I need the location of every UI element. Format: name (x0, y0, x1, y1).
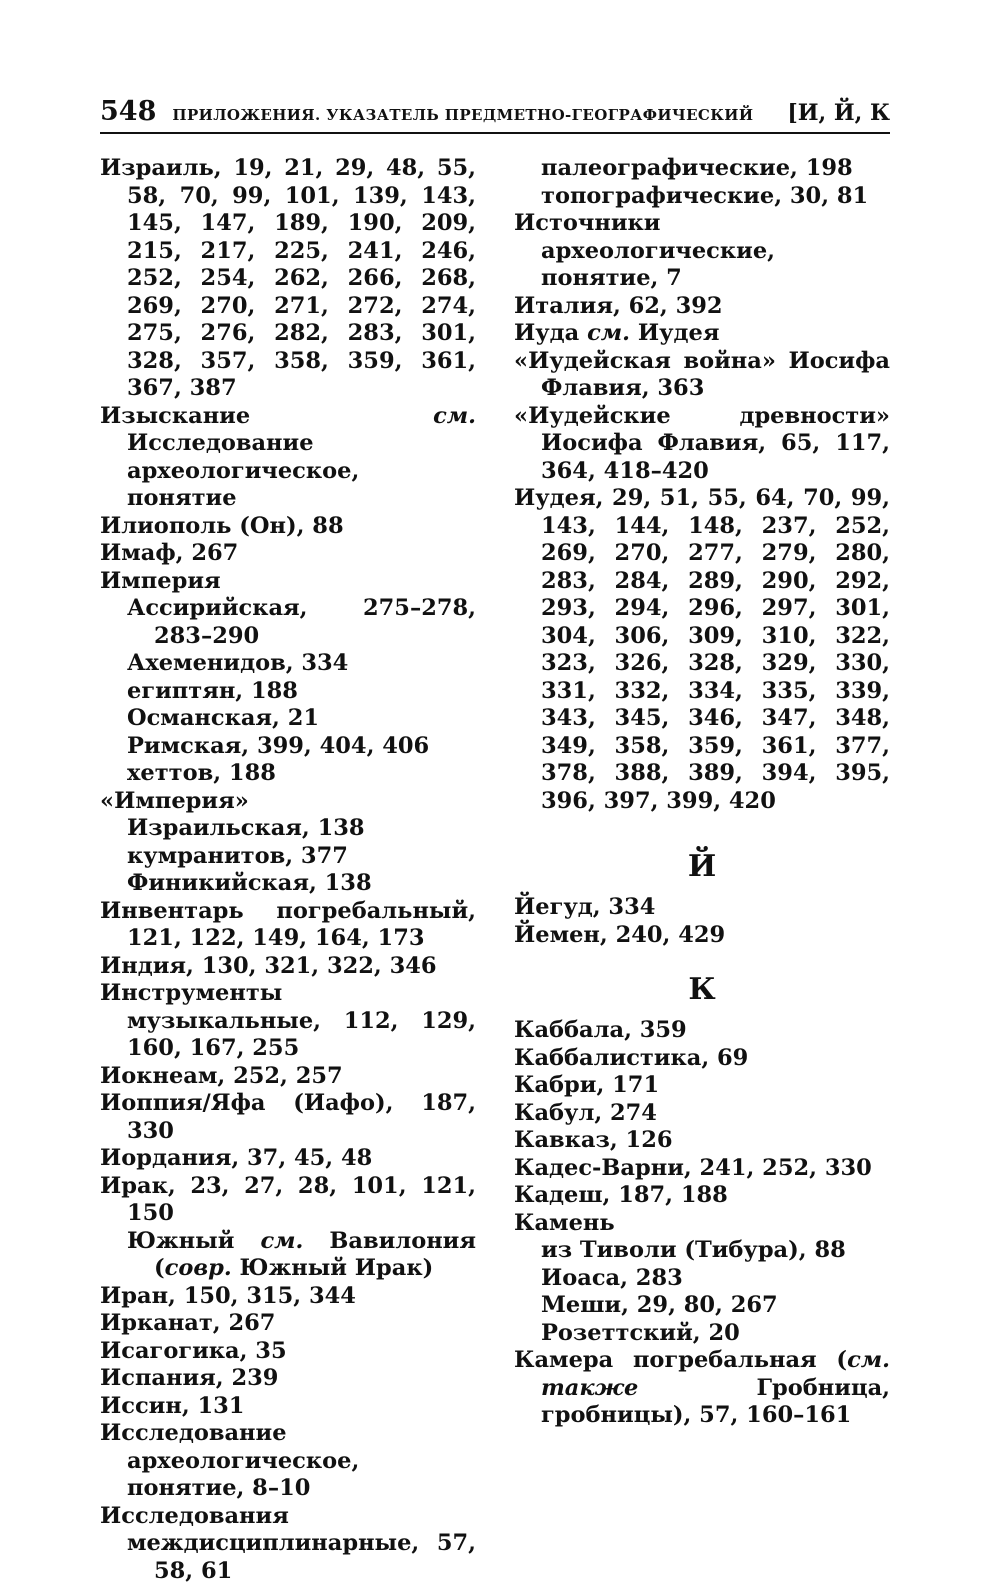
index-entry: «Империя» (100, 787, 249, 814)
index-entry: Кадес-Варни, 241, 252, 330 (514, 1154, 872, 1181)
index-entry: Ирканат, 267 (100, 1310, 276, 1336)
running-title: ПРИЛОЖЕНИЯ. УКАЗАТЕЛЬ ПРЕДМЕТНО-ГЕОГРАФИЧЕСКИЙ (172, 106, 754, 124)
index-entry: Исследования (100, 1502, 289, 1529)
letter-range: [И, Й, К (787, 100, 890, 126)
index-entry: Индия, 130, 321, 322, 346 (100, 952, 437, 979)
index-entry: Камень (514, 1209, 615, 1236)
index-entry: Израиль, 19, 21, 29, 48, 55, 58, 70, 99, 101, 139, 143, 145, 147, 189, 190, 209, 215, 217, 225, 241, 246, 252, 254, 262, 266, 268, 269, 270, 271, 272, 274, 275, 276, 282, 283, 301, 328, 357, 358, 359, 361, 367, 387 (100, 155, 476, 401)
index-entry: Иокнеам, 252, 257 (100, 1062, 343, 1089)
index-entry: Каббалистика, 69 (514, 1044, 749, 1071)
index-subentry: Меши, 29, 80, 267 (541, 1292, 778, 1318)
index-entry: Кавказ, 126 (514, 1127, 673, 1153)
index-entry: Инструменты музыкальные, 112, 129, 160, 167, 255 (100, 980, 476, 1061)
index-subentry: Иоаса, 283 (541, 1264, 683, 1291)
index-entry: Империя (100, 567, 221, 594)
index-subentry: Римская, 399, 404, 406 (127, 732, 430, 759)
index-entry: Каббала, 359 (514, 1017, 687, 1043)
index-entry: Источники археологические, понятие, 7 (514, 210, 775, 291)
index-entry: Илиополь (Он), 88 (100, 512, 344, 539)
section-letter-y: Й (687, 849, 717, 884)
index-subentry: Израильская, 138 (127, 815, 365, 841)
index-entry: Иран, 150, 315, 344 (100, 1282, 356, 1309)
index-subentry: Финикийская, 138 (127, 870, 372, 896)
section-letter-k: К (688, 972, 716, 1007)
index-entry: Йегуд, 334 (514, 894, 656, 920)
index-entry: Кабул, 274 (514, 1099, 657, 1126)
index-entry: Ирак, 23, 27, 28, 101, 121, 150 (100, 1172, 476, 1226)
index-entry: Иссин, 131 (100, 1392, 245, 1419)
index-subentry: египтян, 188 (127, 677, 298, 704)
index-column-left (100, 155, 476, 1585)
index-entry: Кадеш, 187, 188 (514, 1182, 728, 1208)
index-entry: Исагогика, 35 (100, 1337, 287, 1364)
page-number: 548 (100, 96, 157, 127)
index-entry: «Иудейские древности» Иосифа Флавия, 65, 117, 364, 418–420 (514, 402, 890, 484)
index-entry: Инвентарь погребальный, 121, 122, 149, 164, 173 (100, 897, 476, 951)
index-entry: Иудея, 29, 51, 55, 64, 70, 99, 143, 144, 148, 237, 252, 269, 270, 277, 279, 280, 283, 284, 289, 290, 292, 293, 294, 296, 297, 301, 304, 306, 309, 310, 322, 323, 326, 328, 329, 330, 331, 332, 334, 335, 339, 343, 345, 346, 347, 348, 349, 358, 359, 361, 377, 378, 388, 389, 394, 395, 396, 397, 399, 420 (514, 485, 890, 814)
index-subentry: Ассирийская, 275–278, 283–290 (127, 595, 476, 649)
running-header (100, 96, 890, 134)
index-entry: Иордания, 37, 45, 48 (100, 1145, 373, 1171)
index-subentry: хеттов, 188 (127, 760, 276, 786)
index-entry: Имаф, 267 (100, 540, 239, 566)
index-entry: Камера погребальная (см. также Гробница, гробницы), 57, 160–161 (514, 1347, 890, 1428)
index-subentry: топографические, 30, 81 (541, 182, 869, 209)
index-entry: Иуда см. Иудея (514, 320, 720, 346)
index-subentry: Османская, 21 (127, 705, 320, 731)
index-subentry: из Тиволи (Тибура), 88 (541, 1237, 846, 1263)
index-column-right (514, 155, 890, 1430)
index-subentry: междисциплинарные, 57, 58, 61 (127, 1530, 476, 1584)
index-entry: Кабри, 171 (514, 1072, 660, 1098)
index-subentry: Ахеменидов, 334 (127, 650, 349, 676)
index-entry: «Иудейская война» Иосифа Флавия, 363 (514, 347, 890, 401)
index-subentry: Розеттский, 20 (541, 1319, 740, 1346)
index-subentry: кумранитов, 377 (127, 842, 348, 869)
index-subentry: палеографические, 198 (541, 155, 853, 181)
index-entry: Йемен, 240, 429 (514, 921, 726, 948)
index-entry: Иоппия/Яфа (Иафо), 187, 330 (100, 1090, 476, 1144)
index-entry: Исследование археологическое, понятие, 8–10 (100, 1420, 360, 1501)
index-entry: Изыскание см. Исследование археологическое, понятие (100, 402, 476, 511)
index-entry: Италия, 62, 392 (514, 292, 723, 319)
index-entry: Испания, 239 (100, 1365, 279, 1391)
index-subentry: Южный см. Вавилония (совр. Южный Ирак) (127, 1227, 476, 1281)
